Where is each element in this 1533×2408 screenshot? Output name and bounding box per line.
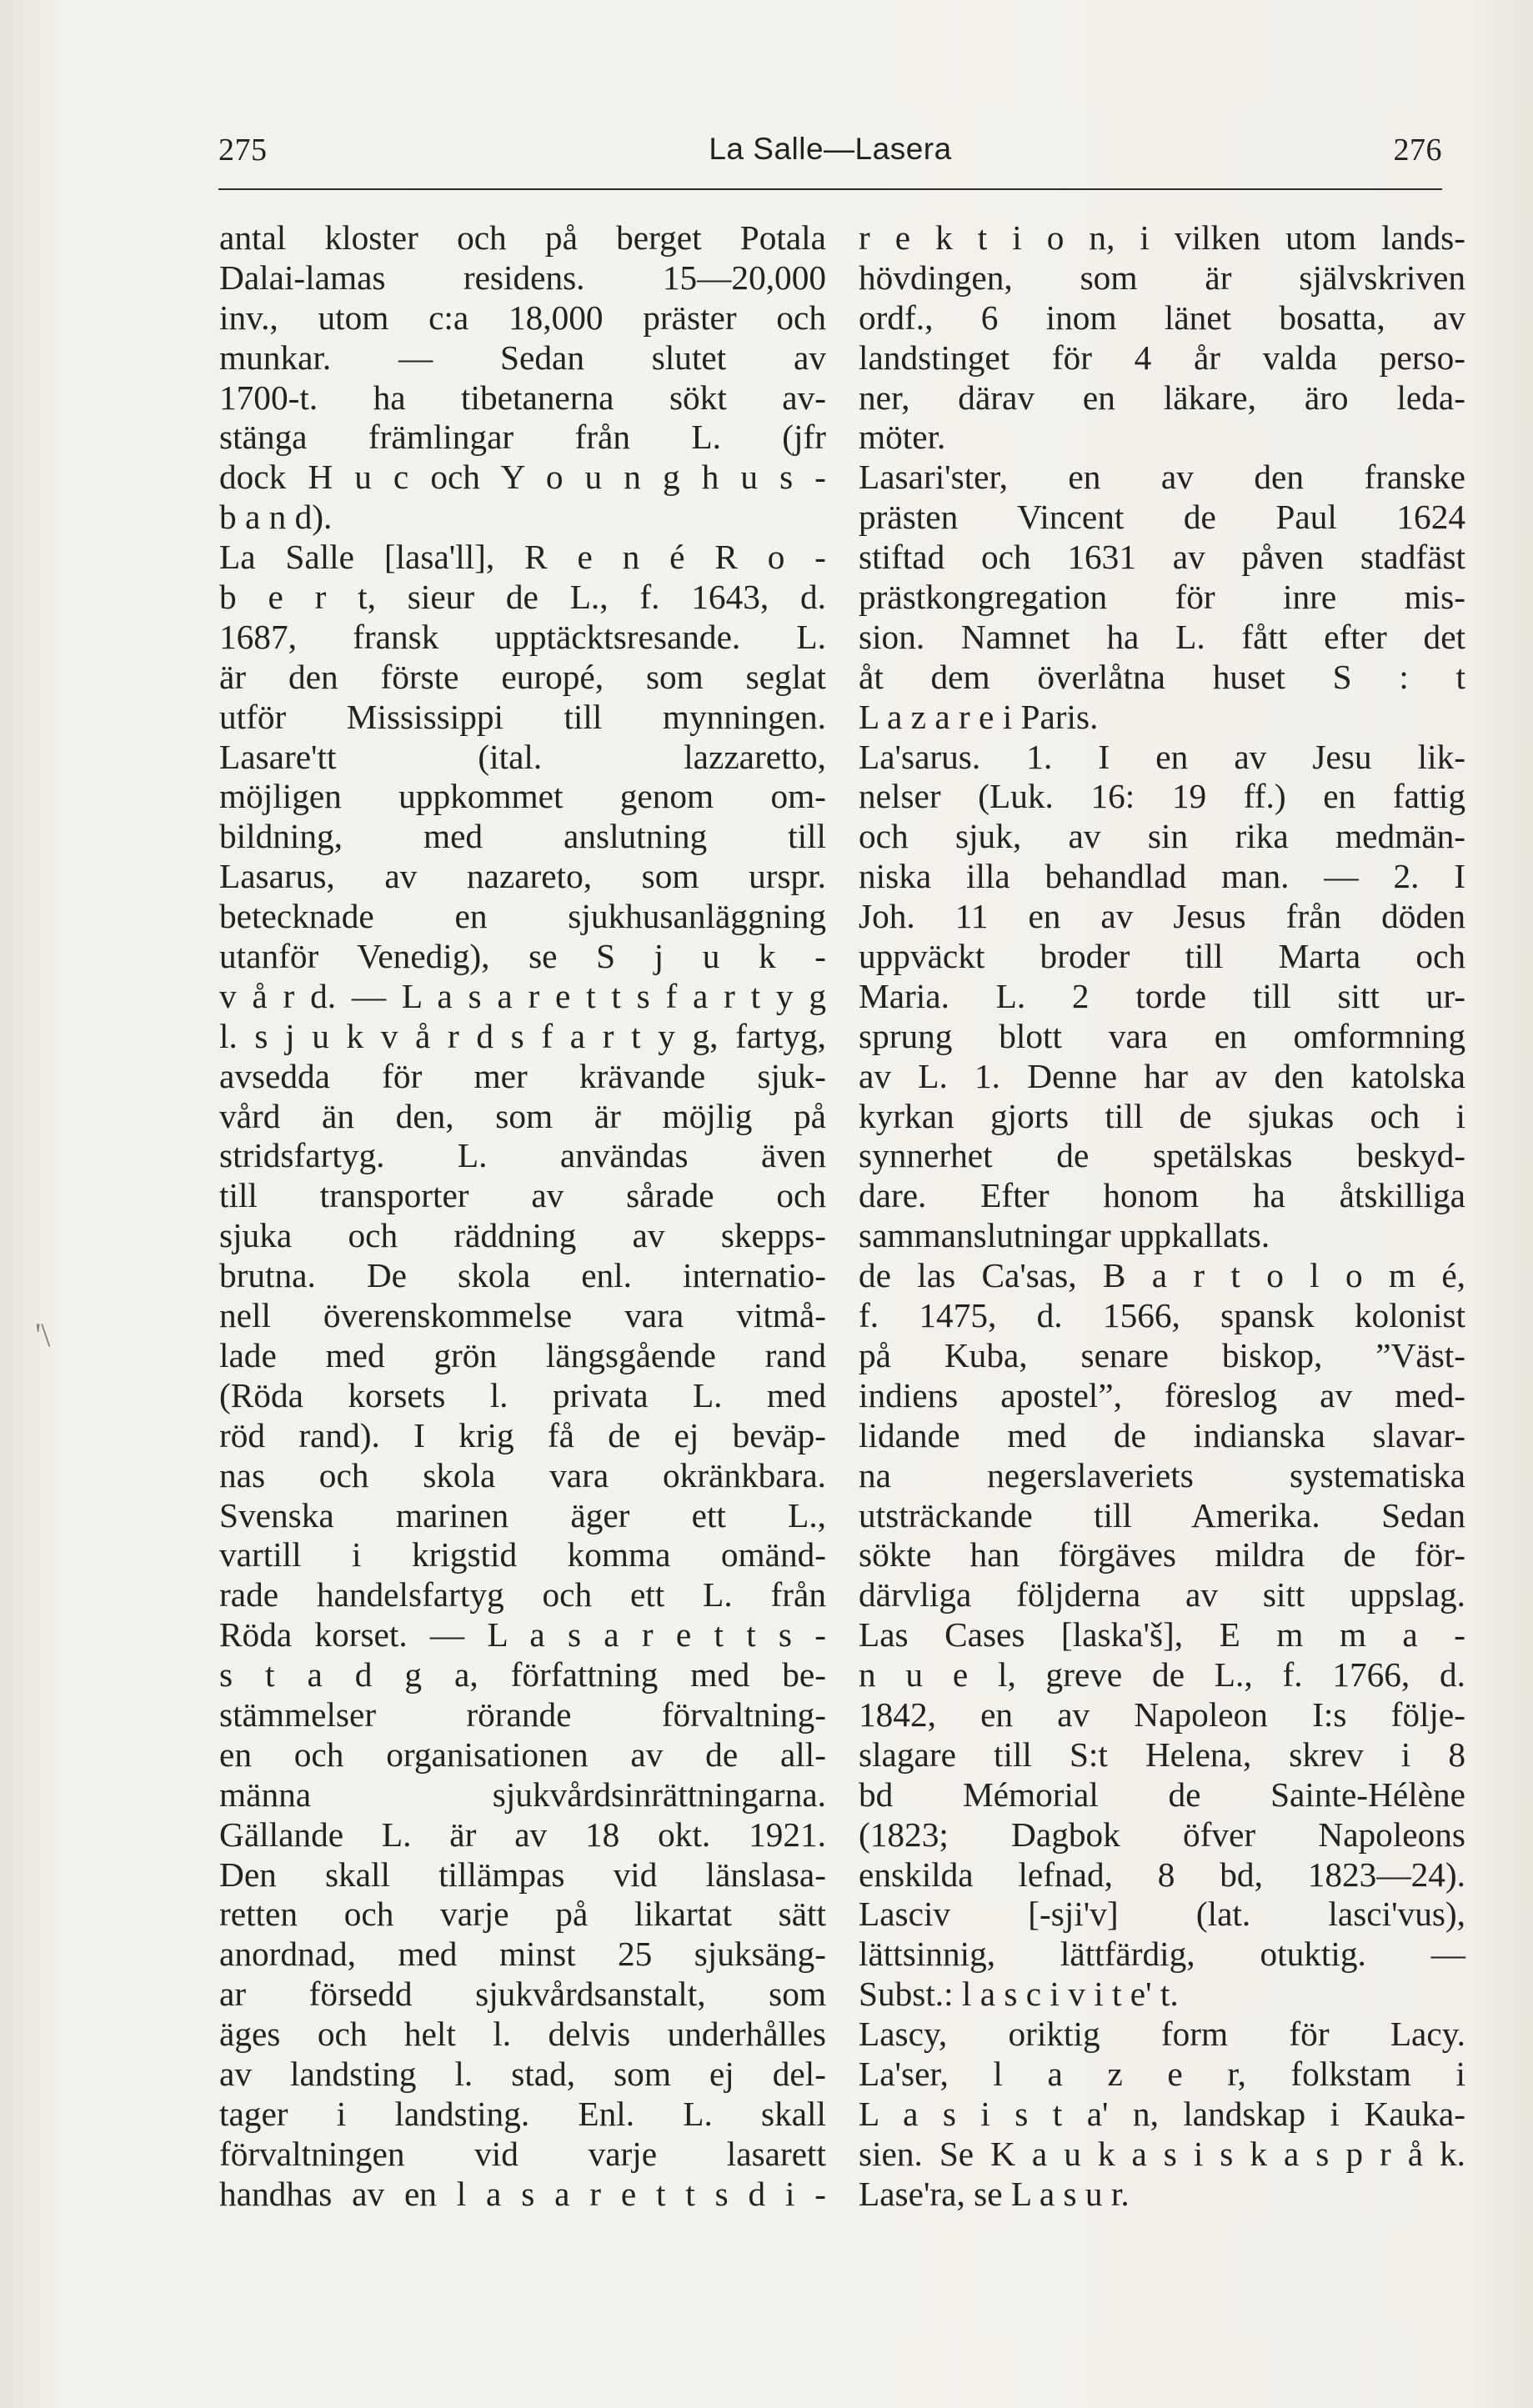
text-line-content: nelser (Luk. 16: 19 ff.) en fattig <box>859 777 1465 816</box>
text-line-content: sien. Se K a u k a s i s k a s p r å k. <box>859 2134 1465 2173</box>
text-line <box>859 2175 1465 2215</box>
text-line <box>859 218 1465 258</box>
text-line-content: på Kuba, senare biskop, ”Väst- <box>859 1335 1465 1374</box>
text-line <box>219 1855 826 1895</box>
text-line-content: äges och helt l. delvis underhålles <box>219 2015 826 2054</box>
text-line <box>219 1376 826 1416</box>
text-line <box>859 1775 1465 1815</box>
text-line <box>219 218 826 258</box>
text-line-content: lidande med de indianska slavar- <box>859 1415 1465 1454</box>
text-line <box>219 1895 826 1935</box>
text-line <box>219 1176 826 1216</box>
text-line <box>219 1017 826 1057</box>
text-line-content: till transporter av sårade och <box>219 1176 826 1215</box>
text-line-content: Lasciv [-sji'v] (lat. lasci'vus), <box>859 1895 1465 1934</box>
text-line-content: Maria. L. 2 torde till sitt ur- <box>859 976 1465 1015</box>
text-line <box>859 1376 1465 1416</box>
text-line-content: uppväckt broder till Marta och <box>859 937 1465 976</box>
text-line <box>219 2135 826 2175</box>
text-line-content: stämmelser rörande förvaltning- <box>219 1695 826 1734</box>
text-line-content: handhas av en l a s a r e t t s d i - <box>219 2174 826 2213</box>
text-line <box>219 2015 826 2055</box>
text-line-content: av landsting l. stad, som ej del- <box>219 2054 826 2093</box>
text-line <box>219 458 826 498</box>
text-line <box>859 658 1465 698</box>
text-line <box>219 338 826 378</box>
text-line-content: stänga främlingar från L. (jfr <box>219 418 826 457</box>
text-line-content: f. 1475, d. 1566, spansk kolonist <box>859 1296 1465 1335</box>
text-line-content: bd Mémorial de Sainte-Hélène <box>859 1775 1465 1814</box>
text-line <box>219 698 826 738</box>
text-line-content: v å r d. — L a s a r e t t s f a r t y g <box>219 976 826 1015</box>
text-line-content: sprung blott vara en omformning <box>859 1016 1465 1055</box>
text-line-content: stridsfartyg. L. användas även <box>219 1136 826 1175</box>
text-line-content: retten och varje på likartat sätt <box>219 1895 826 1934</box>
text-line <box>859 1097 1465 1137</box>
text-line-content: tager i landsting. Enl. L. skall <box>219 2094 826 2133</box>
text-line <box>859 1575 1465 1615</box>
text-line <box>859 2135 1465 2175</box>
text-line-content: kyrkan gjorts till de sjukas och i <box>859 1096 1465 1135</box>
text-line <box>859 298 1465 338</box>
text-line-content: de las Ca'sas, B a r t o l o m é, <box>859 1256 1465 1295</box>
text-line-content: s t a d g a, författning med be- <box>219 1655 826 1695</box>
text-line-content: indiens apostel”, föreslog av med- <box>859 1375 1465 1414</box>
text-line <box>859 738 1465 778</box>
text-line-content: munkar. — Sedan slutet av <box>219 338 826 377</box>
text-line <box>859 1895 1465 1935</box>
text-line-content: anordnad, med minst 25 sjuksäng- <box>219 1935 826 1974</box>
text-line-content: r e k t i o n, i vilken utom lands- <box>859 218 1465 257</box>
text-line-content: åt dem överlåtna huset S : t <box>859 657 1465 696</box>
text-line-content: möter. <box>859 418 946 457</box>
text-line <box>859 1057 1465 1097</box>
text-line-content: La'ser, l a z e r, folkstam i <box>859 2054 1465 2093</box>
text-line-content: männa sjukvårdsinrättningarna. <box>219 1775 826 1814</box>
text-line <box>859 1815 1465 1855</box>
text-line <box>219 618 826 658</box>
text-line <box>859 1655 1465 1695</box>
text-line-content: Lasari'ster, en av den franske <box>859 458 1465 497</box>
text-line-content: La'sarus. 1. I en av Jesu lik- <box>859 737 1465 776</box>
running-title: La Salle—Lasera <box>709 132 952 166</box>
text-line <box>859 817 1465 857</box>
text-line-content: lättsinnig, lättfärdig, otuktig. — <box>859 1935 1465 1974</box>
text-line <box>219 538 826 578</box>
text-line <box>859 578 1465 618</box>
text-line <box>859 977 1465 1017</box>
text-line-content: (1823; Dagbok öfver Napoleons <box>859 1815 1465 1854</box>
text-line-content: Den skall tillämpas vid länslasa- <box>219 1855 826 1894</box>
text-line-content: Lasare'tt (ital. lazzaretto, <box>219 737 826 776</box>
text-line-content: L a z a r e i Paris. <box>859 697 1099 736</box>
text-line <box>859 897 1465 937</box>
text-line <box>859 1456 1465 1496</box>
margin-mark: '\ <box>35 1316 51 1354</box>
text-line <box>219 817 826 857</box>
text-line-content: därvliga följderna av sitt uppslag. <box>859 1575 1465 1615</box>
text-line <box>219 1735 826 1775</box>
text-line <box>859 458 1465 498</box>
text-line-content: Gällande L. är av 18 okt. 1921. <box>219 1815 826 1854</box>
text-line <box>219 1975 826 2015</box>
text-line <box>219 1296 826 1336</box>
text-line <box>859 1336 1465 1376</box>
text-line <box>219 1097 826 1137</box>
text-line <box>859 1695 1465 1735</box>
text-line <box>859 1735 1465 1775</box>
text-line-content: förvaltningen vid varje lasarett <box>219 2134 826 2173</box>
text-line-content: brutna. De skola enl. internatio- <box>219 1256 826 1295</box>
text-line <box>859 418 1465 458</box>
text-line-content: l. s j u k v å r d s f a r t y g, fartyg, <box>219 1016 826 1055</box>
text-line <box>219 1456 826 1496</box>
text-line <box>859 937 1465 977</box>
text-line-content: sjuka och räddning av skepps- <box>219 1216 826 1255</box>
text-line <box>219 1935 826 1975</box>
text-line-content: Subst.: l a s c i v i t e' t. <box>859 1975 1179 2014</box>
text-line-content: niska illa behandlad man. — 2. I <box>859 857 1465 896</box>
text-line-content: ar försedd sjukvårdsanstalt, som <box>219 1975 826 2014</box>
text-line <box>219 2055 826 2095</box>
left-column <box>219 218 826 2215</box>
text-line <box>859 2015 1465 2055</box>
text-line-content: sökte han förgäves mildra de för- <box>859 1535 1465 1574</box>
text-line-content: Joh. 11 en av Jesus från döden <box>859 897 1465 936</box>
text-line-content: hövdingen, som är självskriven <box>859 258 1465 297</box>
text-line <box>859 698 1465 738</box>
text-line <box>219 897 826 937</box>
text-line-content: Dalai-lamas residens. 15—20,000 <box>219 258 826 297</box>
text-line-content: n u e l, greve de L., f. 1766, d. <box>859 1655 1465 1695</box>
text-line-content: 1842, en av Napoleon I:s följe- <box>859 1695 1465 1734</box>
page-header <box>218 132 1442 185</box>
header-rule <box>218 188 1442 190</box>
text-line <box>219 1216 826 1256</box>
text-line-content: dare. Efter honom ha åtskilliga <box>859 1176 1465 1215</box>
right-column <box>859 218 1465 2215</box>
text-line <box>219 1615 826 1655</box>
text-line <box>219 1057 826 1097</box>
text-line-content: utsträckande till Amerika. Sedan <box>859 1495 1465 1534</box>
text-line <box>219 1136 826 1176</box>
text-line-content: lade med grön längsgående rand <box>219 1335 826 1374</box>
text-line <box>219 2095 826 2135</box>
text-line-content: är den förste europé, som seglat <box>219 657 826 696</box>
text-line-content: stiftad och 1631 av påven stadfäst <box>859 538 1465 577</box>
text-line <box>859 1176 1465 1216</box>
text-line-content: synnerhet de spetälskas beskyd- <box>859 1136 1465 1175</box>
text-line <box>859 538 1465 578</box>
text-line-content: na negerslaveriets systematiska <box>859 1455 1465 1494</box>
text-line <box>859 1416 1465 1456</box>
text-line <box>219 1655 826 1695</box>
text-line <box>859 777 1465 817</box>
text-line <box>219 378 826 418</box>
text-line-content: sion. Namnet ha L. fått efter det <box>859 617 1465 656</box>
text-line <box>219 2175 826 2215</box>
text-line-content: La Salle [lasa'll], R e n é R o - <box>219 538 826 577</box>
text-line <box>219 1256 826 1296</box>
page-number-left: 275 <box>218 133 268 168</box>
text-line <box>859 258 1465 298</box>
text-line-content: landstinget för 4 år valda perso- <box>859 338 1465 377</box>
page-number-right: 276 <box>1393 133 1442 168</box>
text-line-content: betecknade en sjukhusanläggning <box>219 897 826 936</box>
text-line <box>219 658 826 698</box>
text-line <box>859 1615 1465 1655</box>
text-line <box>219 738 826 778</box>
text-line-content: Röda korset. — L a s a r e t t s - <box>219 1615 826 1655</box>
text-line <box>859 2055 1465 2095</box>
text-line <box>219 298 826 338</box>
text-line <box>219 1775 826 1815</box>
text-line-content: rade handelsfartyg och ett L. från <box>219 1575 826 1615</box>
text-line-content: Svenska marinen äger ett L., <box>219 1495 826 1534</box>
text-line-content: Las Cases [laska'š], E m m a - <box>859 1615 1465 1655</box>
text-line <box>859 1535 1465 1575</box>
text-line <box>859 1296 1465 1336</box>
text-line-content: avsedda för mer krävande sjuk- <box>219 1056 826 1095</box>
text-line <box>859 1136 1465 1176</box>
text-line <box>859 1256 1465 1296</box>
text-line <box>219 1416 826 1456</box>
text-line <box>219 418 826 458</box>
text-line <box>219 1575 826 1615</box>
text-line-content: 1700-t. ha tibetanerna sökt av- <box>219 378 826 417</box>
text-line-content: ner, därav en läkare, äro leda- <box>859 378 1465 417</box>
text-line-content: röd rand). I krig få de ej beväp- <box>219 1415 826 1454</box>
text-line-content: en och organisationen av de all- <box>219 1735 826 1774</box>
text-line-content: slagare till S:t Helena, skrev i 8 <box>859 1735 1465 1774</box>
text-line-content: utanför Venedig), se S j u k - <box>219 937 826 976</box>
text-line-content: (Röda korsets l. privata L. med <box>219 1375 826 1414</box>
text-line-content: L a s i s t a' n, landskap i Kauka- <box>859 2094 1465 2133</box>
text-line-content: nas och skola vara okränkbara. <box>219 1455 826 1494</box>
text-line-content: vård än den, som är möjlig på <box>219 1096 826 1135</box>
text-line-content: prästkongregation för inre mis- <box>859 578 1465 617</box>
text-line-content: 1687, fransk upptäcktsresande. L. <box>219 617 826 656</box>
text-line <box>219 1336 826 1376</box>
text-line-content: enskilda lefnad, 8 bd, 1823—24). <box>859 1855 1465 1894</box>
text-line <box>859 1017 1465 1057</box>
text-line-content: antal kloster och på berget Potala <box>219 218 826 257</box>
text-line <box>219 777 826 817</box>
text-line-content: b a n d). <box>219 498 333 537</box>
text-line-content: sammanslutningar uppkallats. <box>859 1216 1270 1255</box>
text-line <box>219 1496 826 1536</box>
text-line <box>859 618 1465 658</box>
text-line <box>859 1935 1465 1975</box>
text-line-content: bildning, med anslutning till <box>219 817 826 856</box>
text-line <box>859 338 1465 378</box>
text-line <box>219 1695 826 1735</box>
text-line-content: ordf., 6 inom länet bosatta, av <box>859 298 1465 337</box>
text-line-content: dock H u c och Y o u n g h u s - <box>219 458 826 497</box>
text-line <box>859 1855 1465 1895</box>
text-line-content: prästen Vincent de Paul 1624 <box>859 498 1465 537</box>
text-line <box>219 1535 826 1575</box>
text-line <box>219 258 826 298</box>
text-line-content: möjligen uppkommet genom om- <box>219 777 826 816</box>
text-line-content: av L. 1. Denne har av den katolska <box>859 1056 1465 1095</box>
text-line <box>219 857 826 897</box>
text-line <box>219 498 826 538</box>
text-line <box>859 2095 1465 2135</box>
text-line <box>859 498 1465 538</box>
text-line-content: Lase'ra, se L a s u r. <box>859 2174 1130 2213</box>
text-line-content: och sjuk, av sin rika medmän- <box>859 817 1465 856</box>
text-line-content: Lasarus, av nazareto, som urspr. <box>219 857 826 896</box>
text-line <box>859 1496 1465 1536</box>
text-line-content: vartill i krigstid komma omänd- <box>219 1535 826 1574</box>
text-line-content: utför Mississippi till mynningen. <box>219 697 826 736</box>
text-line-content: nell överenskommelse vara vitmå- <box>219 1296 826 1335</box>
text-line <box>859 1216 1465 1256</box>
text-line <box>219 1815 826 1855</box>
text-line-content: Lascy, oriktig form för Lacy. <box>859 2015 1465 2054</box>
text-line <box>859 378 1465 418</box>
text-line-content: b e r t, sieur de L., f. 1643, d. <box>219 578 826 617</box>
text-line <box>219 977 826 1017</box>
text-line-content: inv., utom c:a 18,000 präster och <box>219 298 826 337</box>
text-line <box>859 1975 1465 2015</box>
text-line <box>219 578 826 618</box>
text-line <box>219 937 826 977</box>
text-line <box>859 857 1465 897</box>
